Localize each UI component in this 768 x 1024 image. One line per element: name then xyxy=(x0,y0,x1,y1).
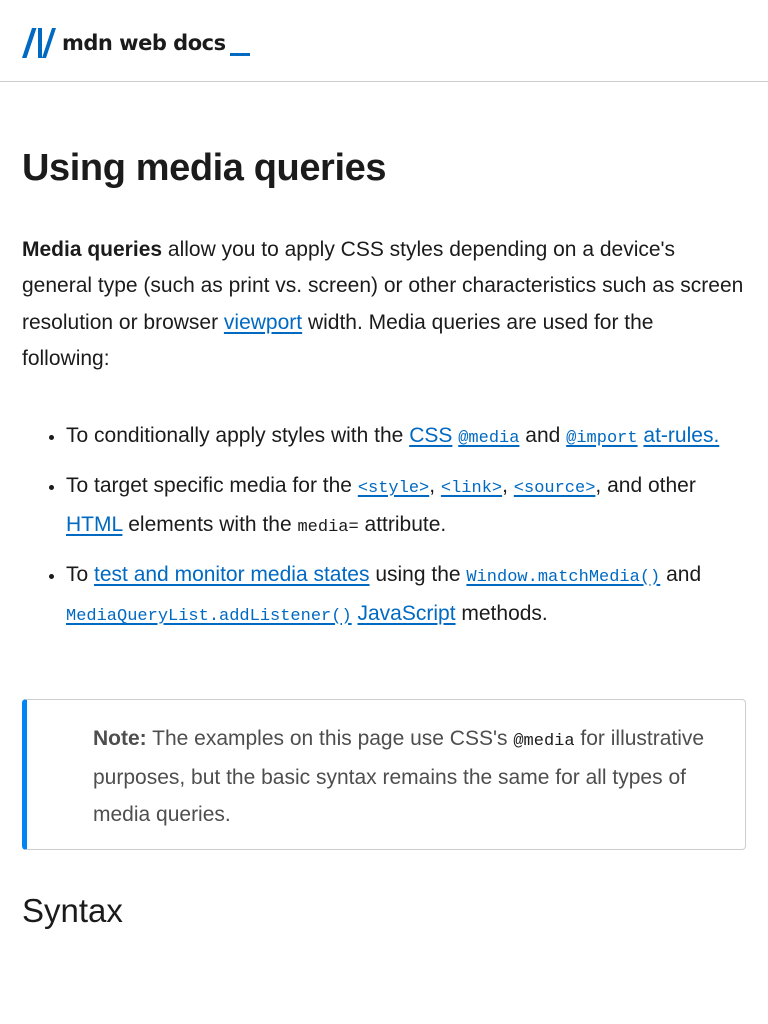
item-text: attribute. xyxy=(358,513,447,536)
intro-strong: Media queries xyxy=(22,238,163,261)
style-element-link[interactable] xyxy=(358,474,429,497)
note-text-1: The examples on this page use CSS's xyxy=(146,727,514,750)
mdn-logo-icon xyxy=(22,28,56,58)
note-media-code: @media xyxy=(513,732,575,751)
media-code: @media xyxy=(458,429,520,448)
link-element-link[interactable] xyxy=(441,474,502,497)
logo-text: mdn web docs xyxy=(62,30,226,55)
item-text: , and other xyxy=(595,474,696,497)
uses-list xyxy=(22,418,746,646)
viewport-link[interactable]: viewport xyxy=(223,310,303,334)
media-at-rule-link[interactable] xyxy=(458,424,519,447)
syntax-heading: Syntax xyxy=(22,892,123,929)
note-callout xyxy=(22,699,746,850)
test-media-states-link[interactable]: test and monitor media states xyxy=(94,563,370,586)
source-element-link[interactable] xyxy=(514,474,596,497)
page-title: Using media queries xyxy=(22,147,387,189)
item-text: To xyxy=(66,563,95,586)
note-text xyxy=(93,721,723,833)
html-link[interactable]: HTML xyxy=(66,513,123,536)
item-text: and xyxy=(519,424,567,447)
item-text: elements with the xyxy=(122,513,298,536)
note-label: Note: xyxy=(93,727,147,750)
item-text: and xyxy=(660,563,702,586)
item-text: To conditionally apply styles with the xyxy=(66,424,410,447)
style-code: <style> xyxy=(357,479,430,498)
at-rules-link[interactable]: at-rules. xyxy=(643,424,720,447)
intro-text-2: width. Media queries are used for the following: xyxy=(22,310,654,370)
css-link[interactable]: CSS xyxy=(409,424,453,447)
list-item: • To target specific media for the <style>, <link>, <source>, and other HTML elements with the media= attribute. xyxy=(66,468,746,546)
addlistener-link[interactable] xyxy=(66,602,352,625)
import-code: @import xyxy=(566,429,638,448)
source-code: <source> xyxy=(513,479,596,498)
link-code: <link> xyxy=(440,479,503,498)
addlistener-code: MediaQueryList.addListener() xyxy=(66,607,352,626)
site-header xyxy=(0,0,768,82)
item-text: To target specific media for the xyxy=(66,474,358,497)
intro-paragraph xyxy=(22,232,746,377)
list-item xyxy=(66,557,746,635)
mdn-logo-link[interactable] xyxy=(22,28,250,58)
media-attribute-code: media= xyxy=(297,518,359,537)
matchmedia-link[interactable] xyxy=(466,563,660,586)
list-item xyxy=(66,418,746,457)
note-text-2: for illustrative purposes, but the basic syntax remains the same for all types of media queries. xyxy=(93,727,705,826)
import-at-rule-link[interactable] xyxy=(566,424,637,447)
item-text: using the xyxy=(369,563,467,586)
intro-text-1: allow you to apply CSS styles depending on a device's general type (such as print vs. screen) or other characteristics such as screen resolution or browser xyxy=(22,238,744,334)
logo-cursor xyxy=(230,53,250,56)
matchmedia-code: Window.matchMedia() xyxy=(466,568,661,587)
javascript-link[interactable]: JavaScript xyxy=(357,602,456,625)
item-text: methods. xyxy=(455,602,548,625)
